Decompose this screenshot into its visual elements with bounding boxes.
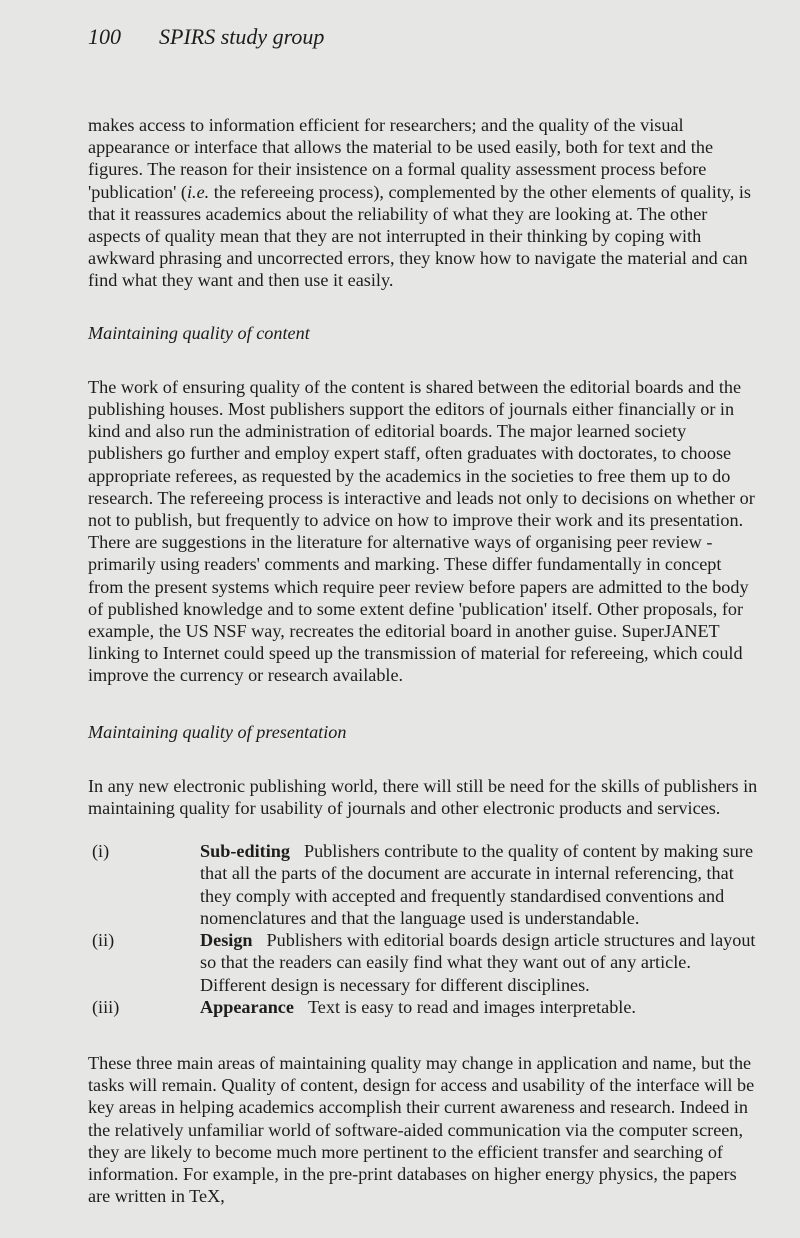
paragraph-1 [88,114,760,292]
list-item-body [200,840,760,929]
list-term: Appearance [200,996,294,1017]
section-heading-content: Maintaining quality of content [88,322,310,343]
paragraph-4: These three main areas of maintaining quality may change in application and name, but the tasks will remain. Quality of content, design for access and usability of the interface will be key areas in helping academics accomplish their current awareness and research. Indeed in the relatively unfamiliar world of software-aided communication via the computer screen, they are likely to become much more pertinent to the efficient transfer and searching of information. For example, in the pre-print databases on higher energy physics, the papers are written in TeX, [88,1052,755,1207]
paragraph-1-text: makes access to information efficient for researchers; and the quality of the visual appearance or interface that allows the material to be used easily, both for text and the figures. The reason for their insistence on a formal quality assessment process before 'publication' ( [88,115,714,202]
list-term: Sub-editing [200,841,290,862]
list-item [88,929,760,996]
page-number: 100 [88,24,121,49]
paragraph-3: In any new electronic publishing world, there will still be need for the skills of publishers in maintaining quality for usability of journals and other electronic products and services. [88,775,758,819]
list-item [88,996,760,1018]
list-marker: (ii) [92,930,115,951]
quality-list [88,840,760,1018]
ie-abbreviation: i.e. [186,181,210,202]
list-term: Design [200,930,253,951]
list-text: Publishers with editorial boards design article structures and layout so that the readers can easily find what they want out of any article. Different design is necessary for different disciplines. [200,930,756,995]
running-header [88,24,324,50]
paragraph-1-rest: the refereeing process), complemented by the other elements of quality, is that it reassures academics about the reliability of what they are looking at. The other aspects of quality mean that they are not interrupted in their thinking by coping with awkward phrasing and uncorrected errors, they know how to navigate the material and can find what they want and then use it easily. [88,181,751,291]
running-title: SPIRS study group [159,24,325,49]
list-text: Text is easy to read and images interpretable. [307,996,636,1017]
page-body [88,114,760,1207]
list-marker: (i) [92,841,110,862]
section-heading-presentation: Maintaining quality of presentation [88,721,347,742]
list-text: Publishers contribute to the quality of content by making sure that all the parts of the document are accurate in internal referencing, that they comply with accepted and frequently standardised conventions and nomenclatures and that the language used is understandable. [200,841,754,928]
list-item-body [200,929,760,996]
paragraph-2: The work of ensuring quality of the content is shared between the editorial boards and the publishing houses. Most publishers support the editors of journals either financially or in kind and also run the administration of editorial boards. The major learned society publishers go further and employ expert staff, often graduates with doctorates, to choose appropriate referees, as requested by the academics in the societies to free them up to do research. The refereeing process is interactive and leads not only to decisions on whether or not to publish, but frequently to advice on how to improve their work and its presentation. There are suggestions in the literature for alternative ways of organising peer review - primarily using readers' comments and marking. These differ fundamentally in concept from the present systems which require peer review before papers are admitted to the body of published knowledge and to some extent define 'publication' itself. Other proposals, for example, the US NSF way, recreates the editorial board in another guise. SuperJANET linking to Internet could speed up the transmission of material for refereeing, which could improve the currency or research available. [88,376,755,686]
list-item-body [200,996,760,1018]
list-marker: (iii) [92,996,120,1017]
list-item [88,840,760,929]
